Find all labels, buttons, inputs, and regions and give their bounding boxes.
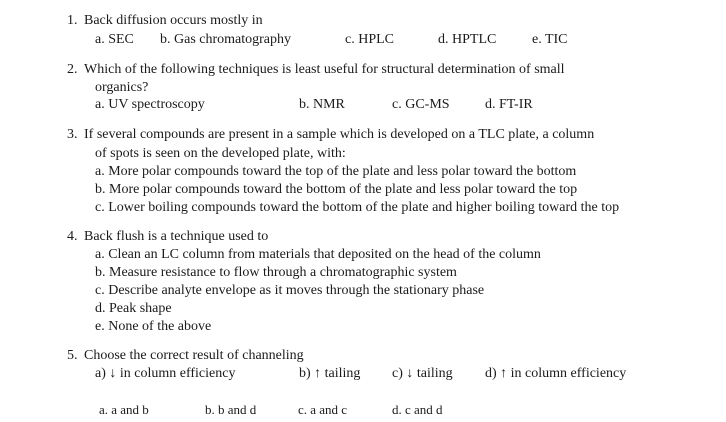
- question-3-number: 3.: [67, 127, 78, 142]
- question-4-option-c: c. Describe analyte envelope as it moves through the stationary phase: [95, 283, 485, 298]
- question-1-option-b: b. Gas chromatography: [160, 32, 292, 47]
- question-2-option-d: d. FT-IR: [485, 97, 533, 112]
- question-4-text: Back flush is a technique used to: [84, 229, 269, 244]
- question-5-statement-a: a) ↓ in column efficiency: [95, 366, 236, 381]
- question-1-number: 1.: [67, 13, 78, 28]
- question-5-statement-d: d) ↑ in column efficiency: [485, 366, 627, 381]
- question-2-option-b: b. NMR: [299, 97, 345, 112]
- question-3-option-c: c. Lower boiling compounds toward the bottom of the plate and higher boiling toward the top: [95, 200, 620, 215]
- question-5-number: 5.: [67, 348, 78, 363]
- question-3-text-line2: of spots is seen on the developed plate, with:: [95, 146, 346, 161]
- question-5-option-a: a. a and b: [99, 402, 149, 417]
- question-2-option-a: a. UV spectroscopy: [95, 97, 205, 112]
- question-4-option-b: b. Measure resistance to flow through a chromatographic system: [95, 265, 457, 280]
- question-4-option-e: e. None of the above: [95, 319, 212, 334]
- question-5-option-b: b. b and d: [205, 402, 257, 417]
- question-4-option-a: a. Clean an LC column from materials that deposited on the head of the column: [95, 247, 541, 262]
- question-1-option-a: a. SEC: [95, 32, 134, 47]
- question-3-text-line1: If several compounds are present in a sample which is developed on a TLC plate, a column: [84, 127, 595, 142]
- question-5-statement-c: c) ↓ tailing: [392, 366, 453, 381]
- question-3-option-a: a. More polar compounds toward the top of the plate and less polar toward the bottom: [95, 164, 577, 179]
- question-5-option-c: c. a and c: [298, 402, 348, 417]
- question-1-option-d: d. HPTLC: [438, 32, 497, 47]
- question-1-option-e: e. TIC: [532, 32, 568, 47]
- question-4-option-d: d. Peak shape: [95, 301, 172, 316]
- question-2-text-line1: Which of the following techniques is least useful for structural determination of small: [84, 62, 565, 77]
- question-2-option-c: c. GC-MS: [392, 97, 450, 112]
- question-5-statement-b: b) ↑ tailing: [299, 366, 361, 381]
- question-5-option-d: d. c and d: [392, 402, 443, 417]
- question-1-option-c: c. HPLC: [345, 32, 394, 47]
- question-2-text-line2: organics?: [95, 80, 149, 95]
- question-2-number: 2.: [67, 62, 78, 77]
- question-5-text: Choose the correct result of channeling: [84, 348, 304, 363]
- question-4-number: 4.: [67, 229, 78, 244]
- question-3-option-b: b. More polar compounds toward the bottom of the plate and less polar toward the top: [95, 182, 578, 197]
- question-1-text: Back diffusion occurs mostly in: [84, 13, 263, 28]
